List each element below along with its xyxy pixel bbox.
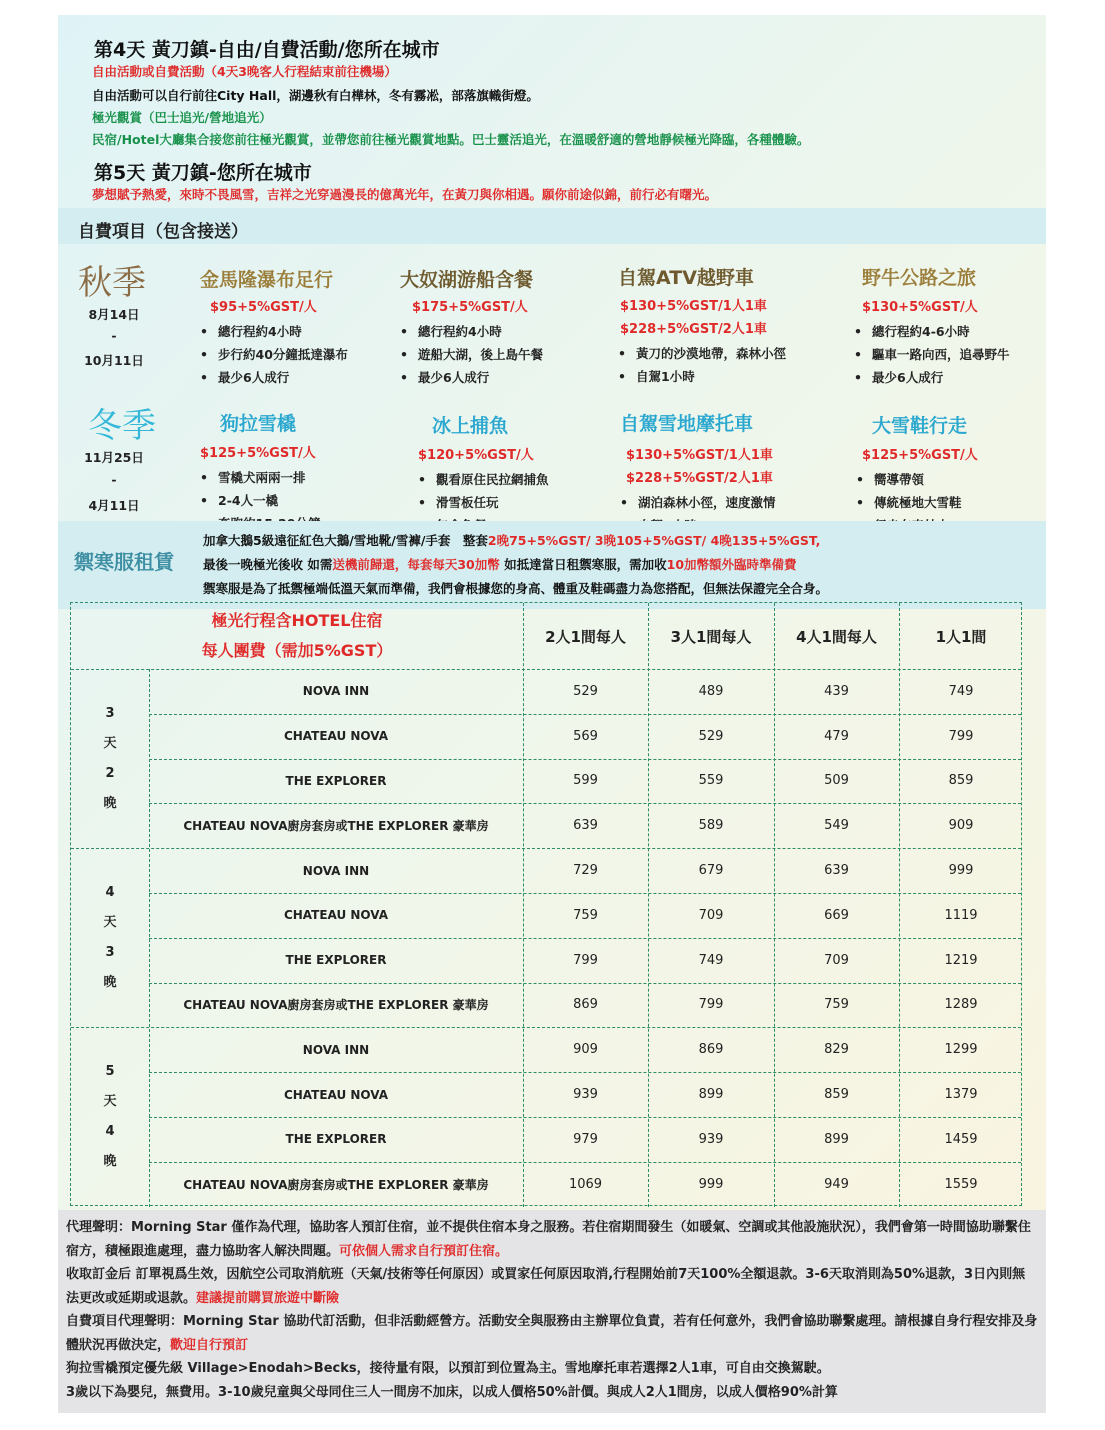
price-table — [70, 602, 1022, 1206]
price-cell: 909 — [948, 818, 974, 834]
note-refund — [66, 1263, 1038, 1310]
cold-gear-line1-text: 加拿大鵝5級遠征紅色大鵝/雪地靴/雪褲/手套 整套 — [203, 533, 488, 548]
price-cell: 899 — [698, 1087, 724, 1103]
cold-gear-line2-extra: 如抵達當日租禦寒服，需加收 — [499, 557, 667, 572]
bullet-item: • 步行約40分鐘抵達瀑布 — [200, 343, 348, 366]
cold-gear-line1-price: 2晚75+5%GST/ 3晚105+5%GST/ 4晚135+5%GST, — [487, 533, 821, 548]
winter-date-end: 4月11日 — [88, 498, 140, 513]
winter-date-dash: - — [111, 472, 117, 487]
winter-date-start: 11月25日 — [84, 450, 144, 465]
activity-card — [400, 265, 543, 389]
activity-title: 大奴湖游船含餐 — [400, 269, 534, 291]
day4-title: 第4天 黃刀鎮-自由/自費活動/您所在城市 — [94, 39, 440, 61]
activity-title: 冰上捕魚 — [432, 415, 509, 437]
price-cell: 1559 — [944, 1176, 978, 1192]
duration-char: 晚 — [103, 974, 117, 990]
cold-gear-line2-text: 最後一晚極光後收 如需 — [203, 557, 333, 572]
bullet-item: • 自駕1小時 — [618, 365, 786, 388]
price-cell: 939 — [698, 1131, 724, 1147]
price-cell: 639 — [573, 818, 598, 834]
autumn-date-start: 8月14日 — [88, 307, 140, 322]
note-refund-text: 收取訂金后 訂單視爲生效，因航空公司取消航班（天氣/技術等任何原因）或買家任何原因取消,行程開始前7天100%全額退款。3-6天取消則為50%退款，3日內則無法更改或延期或退款。 — [66, 1267, 1026, 1306]
price-cell: 859 — [948, 773, 974, 789]
activity-price: $175+5%GST/人 — [412, 300, 528, 315]
hotel-name: CHATEAU NOVA廚房套房或THE EXPLORER 豪華房 — [183, 819, 489, 834]
price-cell: 709 — [698, 907, 724, 923]
note-agent-text: 代理聲明：Morning Star 僅作為代理，協助客人預訂住宿，並不提供住宿本身之服務。若住宿期間發生（如暖氣、空調或其他設施狀況），我們會第一時間協助聯繫住宿方，積極跟進處理，盡力協助客人解決問題。 — [66, 1220, 1031, 1259]
activity-price: $125+5%GST/人 — [200, 446, 316, 461]
price-cell: 799 — [573, 952, 598, 968]
duration-char: 5 — [105, 1064, 115, 1079]
activity-title: 大雪鞋行走 — [872, 415, 968, 437]
price-cell: 1219 — [944, 952, 978, 968]
hotel-name: NOVA INN — [302, 863, 370, 878]
activity-title: 野牛公路之旅 — [862, 267, 977, 289]
hotel-name: THE EXPLORER — [285, 773, 387, 788]
duration-char: 天 — [103, 1094, 117, 1109]
duration-char: 2 — [105, 765, 115, 781]
duration-label — [71, 878, 149, 998]
day4-line1: 自由活動可以自行前往City Hall，湖邊秋有白樺林，冬有霧凇，部落旗幟街燈。 — [92, 88, 539, 103]
price-cell: 1289 — [944, 997, 978, 1013]
bullet-item: • 2-4人一橇 — [200, 489, 320, 512]
price-cell: 749 — [698, 952, 724, 968]
price-cell: 679 — [698, 863, 724, 879]
activity-price: $120+5%GST/人 — [418, 448, 534, 463]
activity-card — [418, 411, 549, 537]
price-cell: 489 — [698, 683, 724, 699]
duration-char: 3 — [105, 705, 115, 721]
notes-box — [58, 1210, 1046, 1413]
note-dogsled: 狗拉雪橇預定優先級 Village>Enodah>Becks，接待量有限，以預訂到位置為主。雪地摩托車若選擇2人1車，可自由交換駕駛。 — [66, 1361, 830, 1376]
activity-bullets — [400, 320, 543, 389]
autumn-date-dash: - — [111, 328, 117, 343]
bullet-item: • 總行程約4-6小時 — [854, 320, 1010, 343]
activity-title: 自駕雪地摩托車 — [620, 413, 754, 435]
price-cell: 829 — [824, 1042, 849, 1058]
price-cell: 749 — [948, 683, 974, 699]
price-cell: 639 — [824, 863, 849, 879]
price-cell: 899 — [824, 1131, 849, 1147]
note-agent-highlight: 可依個人需求自行預訂住宿。 — [339, 1243, 509, 1259]
bullet-item: • 嚮導帶領 — [856, 468, 978, 491]
price-cell: 999 — [698, 1176, 724, 1192]
bullet-item: • 最少6人成行 — [200, 366, 348, 389]
column-header: 3人1間每人 — [670, 627, 752, 646]
duration-label — [71, 1057, 149, 1177]
optional-header: 自費項目（包含接送） — [78, 222, 248, 242]
price-cell: 1119 — [944, 907, 978, 923]
bullet-item: • 雪橇犬兩兩一排 — [200, 466, 320, 489]
duration-char: 晚 — [103, 795, 117, 811]
aurora-text: 民宿/Hotel大廳集合接您前往極光觀賞，並帶您前往極光觀賞地點。巴士靈活追光，在溫暖舒適的營地靜候極光降臨，各種體驗。 — [92, 132, 810, 147]
hotel-name: CHATEAU NOVA廚房套房或THE EXPLORER 豪華房 — [183, 1177, 489, 1192]
price-cell: 729 — [573, 863, 598, 879]
bullet-item: • 驅車一路向西，追尋野牛 — [854, 343, 1010, 366]
autumn-date-end: 10月11日 — [84, 353, 144, 368]
activity-price: $130+5%GST/1人1車 — [626, 448, 773, 463]
hotel-name: CHATEAU NOVA廚房套房或THE EXPLORER 豪華房 — [183, 998, 489, 1013]
hotel-name: CHATEAU NOVA — [283, 1087, 389, 1102]
bullet-item: • 傳統極地大雪鞋 — [856, 491, 978, 514]
price-cell: 599 — [573, 773, 598, 789]
price-cell: 949 — [824, 1176, 849, 1192]
column-header: 1人1間 — [935, 627, 987, 646]
day5-text: 夢想賦予熱愛，來時不畏風雪，吉祥之光穿過漫長的億萬光年，在黃刀與你相遇。願你前途似錦，前行必有曙光。 — [92, 187, 718, 202]
price-cell: 939 — [573, 1087, 598, 1103]
price-cell: 569 — [573, 728, 598, 744]
duration-char: 天 — [103, 914, 117, 930]
duration-char: 3 — [105, 944, 115, 960]
bullet-item: • 總行程約4小時 — [400, 320, 543, 343]
price-cell: 529 — [573, 683, 598, 699]
price-table-header-line2: 每人團費（需加5%GST） — [201, 641, 393, 660]
cold-gear-line2 — [203, 555, 797, 573]
price-cell: 439 — [824, 683, 849, 699]
price-cell: 799 — [948, 728, 974, 744]
hotel-name: NOVA INN — [302, 1042, 370, 1057]
duration-char: 天 — [103, 735, 117, 751]
duration-label — [71, 699, 149, 819]
price-cell: 1459 — [944, 1131, 978, 1147]
bullet-item: • 最少6人成行 — [400, 366, 543, 389]
activity-title: 金馬隆瀑布足行 — [200, 269, 334, 291]
column-header: 2人1間每人 — [545, 627, 626, 646]
note-optional — [66, 1310, 1038, 1357]
price-cell: 479 — [824, 728, 849, 744]
bullet-item: • 黃刀的沙漠地帶，森林小徑 — [618, 342, 786, 365]
cold-gear-line1 — [203, 531, 820, 549]
price-cell: 759 — [573, 907, 598, 923]
note-optional-highlight: 歡迎自行預訂 — [170, 1337, 249, 1353]
activity-price: $125+5%GST/人 — [862, 448, 978, 463]
aurora-label: 極光觀賞（巴士追光/營地追光） — [92, 110, 272, 125]
bullet-item: • 最少6人成行 — [854, 366, 1010, 389]
hotel-name: NOVA INN — [302, 684, 370, 699]
activity-price: $228+5%GST/2人1車 — [620, 322, 767, 337]
cold-gear-line2-return: 送機前歸還，每套每天30加幣 — [332, 557, 500, 572]
activity-card — [200, 409, 320, 535]
activity-card — [854, 263, 1010, 389]
activity-price: $130+5%GST/人 — [862, 300, 978, 315]
price-cell: 709 — [824, 952, 849, 968]
cold-gear-line3: 禦寒服是為了抵禦極端低溫天氣而準備，我們會根據您的身高、體重及鞋碼盡力為您搭配，但無法保證完全合身。 — [203, 581, 829, 596]
activity-card — [856, 411, 978, 537]
price-cell: 869 — [573, 997, 598, 1013]
bullet-item: • 滑雪板任玩 — [418, 491, 549, 514]
hotel-name: CHATEAU NOVA — [283, 908, 389, 923]
activity-price: $228+5%GST/2人1車 — [626, 471, 773, 486]
price-cell: 509 — [824, 773, 849, 789]
price-cell: 1299 — [944, 1042, 978, 1058]
price-cell: 559 — [698, 773, 724, 789]
price-cell: 979 — [573, 1131, 598, 1147]
price-table-header — [71, 603, 523, 669]
hotel-name: THE EXPLORER — [285, 1132, 387, 1147]
price-cell: 799 — [698, 997, 724, 1013]
bullet-item: • 遊船大湖，後上島午餐 — [400, 343, 543, 366]
price-cell: 549 — [824, 818, 849, 834]
activity-card — [620, 409, 776, 537]
activity-card — [200, 265, 348, 389]
price-cell: 999 — [948, 863, 974, 879]
cold-gear-label: 禦寒服租賃 — [74, 550, 174, 574]
autumn-label: 秋季 — [78, 263, 146, 303]
bullet-item: • 湖泊森林小徑，速度激情 — [620, 491, 776, 514]
price-cell: 589 — [698, 818, 724, 834]
duration-char: 晚 — [103, 1154, 117, 1169]
price-cell: 1379 — [944, 1087, 978, 1103]
price-cell: 1069 — [568, 1176, 603, 1192]
column-header: 4人1間每人 — [796, 627, 877, 646]
activity-bullets — [854, 320, 1010, 389]
activity-title: 狗拉雪橇 — [220, 413, 297, 435]
price-table-header-line1: 極光行程含HOTEL住宿 — [211, 611, 383, 630]
hotel-name: THE EXPLORER — [285, 953, 387, 968]
price-cell: 909 — [573, 1042, 598, 1058]
duration-char: 4 — [105, 1124, 115, 1139]
activity-price: $95+5%GST/人 — [210, 300, 317, 315]
price-cell: 529 — [698, 728, 724, 744]
day5-title: 第5天 黃刀鎮-您所在城市 — [94, 162, 312, 184]
price-cell: 869 — [698, 1042, 724, 1058]
activity-card — [618, 263, 786, 388]
price-cell: 859 — [824, 1087, 849, 1103]
hotel-name: CHATEAU NOVA — [283, 729, 389, 744]
note-children: 3歲以下為嬰兒，無費用。3-10歲兒童與父母同住三人一間房不加床，以成人價格50%計價。與成人2人1間房，以成人價格90%計算 — [66, 1384, 838, 1400]
note-agent — [66, 1216, 1038, 1263]
activity-price: $130+5%GST/1人1車 — [620, 299, 767, 314]
activity-title: 自駕ATV越野車 — [618, 267, 754, 289]
bullet-item: • 總行程約4小時 — [200, 320, 348, 343]
cold-gear-line2-fee: 10加幣額外臨時準備費 — [666, 557, 797, 572]
winter-label: 冬季 — [88, 406, 156, 446]
duration-char: 4 — [105, 884, 115, 900]
price-cell: 759 — [824, 997, 849, 1013]
price-cell: 669 — [824, 907, 849, 923]
note-optional-text: 自費項目代理聲明：Morning Star 協助代訂活動，但非活動經營方。活動安全與服務由主辦單位負責，若有任何意外，我們會協助聯繫處理。請根據自身行程安排及身體狀況再做決定， — [66, 1314, 1038, 1353]
activity-bullets — [200, 320, 348, 389]
note-refund-highlight: 建議提前購買旅遊中斷險 — [196, 1290, 340, 1306]
day4-subtitle: 自由活動或自費活動（4天3晚客人行程結束前往機場） — [92, 64, 397, 79]
activity-bullets — [618, 342, 786, 388]
bullet-item: • 觀看原住民拉網捕魚 — [418, 468, 549, 491]
